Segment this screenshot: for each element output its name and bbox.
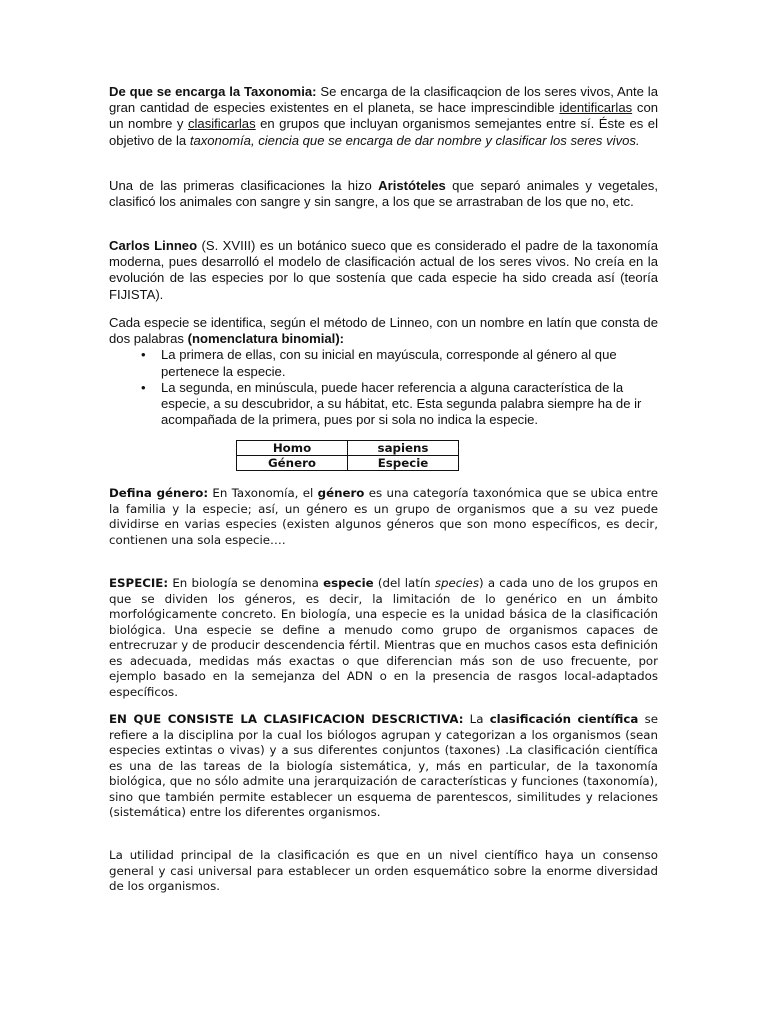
italic-definition: taxonomía, ciencia que se encarga de dar nombre y clasificar los seres vivos. xyxy=(189,132,640,148)
list-item-text: La primera de ellas, con su inicial en mayúscula, corresponde al género al que pertenece la especie. xyxy=(161,347,617,379)
especie-paragraph xyxy=(109,576,658,700)
aristoteles-paragraph xyxy=(109,178,658,210)
underlined-term: clasificarlas xyxy=(187,116,256,132)
bold-term: (nomenclatura binomial): xyxy=(187,331,345,347)
bold-heading: EN QUE CONSISTE LA CLASIFICACION DESCRICTIVA: xyxy=(109,712,464,726)
text-run: Una de las primeras clasificaciones la hizo xyxy=(109,178,379,193)
text-run: en grupos que incluyan organismos semejantes entre sí. Éste es el objetivo de la xyxy=(109,116,659,148)
nomenclature-table xyxy=(236,440,459,471)
text-run: Cada especie se identifica, según el método de Linneo, con un nombre en latín que consta de dos palabras xyxy=(109,315,658,347)
bold-term: género xyxy=(317,486,365,500)
text-run: En Taxonomía, el xyxy=(208,486,318,500)
bullet-icon: • xyxy=(141,379,146,395)
taxonomy-paragraph xyxy=(109,84,658,149)
text-run: Se encarga de la clasificaqcion de los seres vivos, Ante la gran cantidad de especies existentes en el planeta, se hace imprescindible xyxy=(109,84,658,116)
bold-heading: ESPECIE: xyxy=(109,576,169,590)
text-run: En biología se denomina xyxy=(168,576,324,590)
text-run: se refiere a la disciplina por la cual los biólogos agrupan y categorizan a los organismos (sean especies extintas o vivas) y a sus diferentes conjuntos (taxones) .La clasificación científica es una de las tareas de la biología sistemática, y, más en particular, de la taxonomía biológica, que no sólo admite una jerarquización de características y funciones (taxonomía), sino que también permite establecer un esquema de parentescos, similitudes y relaciones (sistemática) entre los diferentes organismos. xyxy=(109,712,658,819)
table-cell: Género xyxy=(237,456,348,471)
text-run: (S. XVIII) es un botánico sueco que es considerado el padre de la taxonomía moderna, pues desarrolló el modelo de clasificación actual de los seres vivos. No creía en la evolución de las especies por lo que sostenía que cada especie ha sido creada así (teoría FIJISTA). xyxy=(109,238,658,302)
utilidad-paragraph xyxy=(109,848,658,895)
bold-term: especie xyxy=(323,576,374,590)
underlined-term: identificarlas xyxy=(559,100,633,116)
bold-name: Carlos Linneo xyxy=(109,238,198,253)
clasificacion-paragraph xyxy=(109,712,658,821)
text-run: es una categoría taxonómica que se ubica entre la familia y la especie; así, un género es un grupo de organismos que a su vez puede dividirse en varias especies (existen algunos géneros que son mono específicos, es decir, contienen una sola especie…. xyxy=(109,486,658,547)
binomial-section xyxy=(109,315,658,428)
linneo-paragraph xyxy=(109,238,658,303)
text-run: (del latín xyxy=(373,576,435,590)
text-run: que separó animales y vegetales, clasificó los animales con sangre y sin sangre, a los que se arrastraban de los que no, etc. xyxy=(109,178,658,210)
text-run: La xyxy=(463,712,490,726)
table-cell: sapiens xyxy=(348,441,459,456)
bold-term: clasificación científica xyxy=(489,712,639,726)
list-item xyxy=(109,347,658,379)
table-row xyxy=(237,456,459,471)
bullet-icon: • xyxy=(141,347,146,363)
bold-name: Aristóteles xyxy=(378,178,446,193)
list-item xyxy=(109,380,658,429)
table-cell: Especie xyxy=(348,456,459,471)
text-run: La utilidad principal de la clasificación es que en un nivel científico haya un consenso general y casi universal para establecer un orden esquemático sobre la enorme diversidad de los organismos. xyxy=(109,848,658,893)
genero-paragraph xyxy=(109,486,658,548)
table-row xyxy=(237,441,459,456)
italic-term: species xyxy=(434,576,479,590)
list-item-text: La segunda, en minúscula, puede hacer referencia a alguna característica de la especie, a su descubridor, a su hábitat, etc. Esta segunda palabra siempre ha de ir acompañada de la primera, pues por si sola no indica la especie. xyxy=(161,379,642,428)
taxonomy-heading: De que se encarga la Taxonomia: xyxy=(109,84,317,99)
bold-heading: Defina género: xyxy=(109,486,209,500)
bullet-list xyxy=(109,347,658,428)
binomial-paragraph xyxy=(109,315,658,347)
text-run: ) a cada uno de los grupos en que se dividen los géneros, es decir, la limitación de lo genérico en un ámbito morfológicamente concreto. En biología, una especie es la unidad básica de la clasificación biológica. Una especie se define a menudo como grupo de organismos capaces de entrecruzar y de producir descendencia fértil. Mientras que en muchos casos esta definición es adecuada, medidas más exactas o que diferencian más son de uso frecuente, por ejemplo basado en la semejanza del ADN o en la presencia de rasgos local-adaptados específicos. xyxy=(109,576,658,699)
table-cell: Homo xyxy=(237,441,348,456)
text-run: con un nombre y xyxy=(109,100,659,132)
